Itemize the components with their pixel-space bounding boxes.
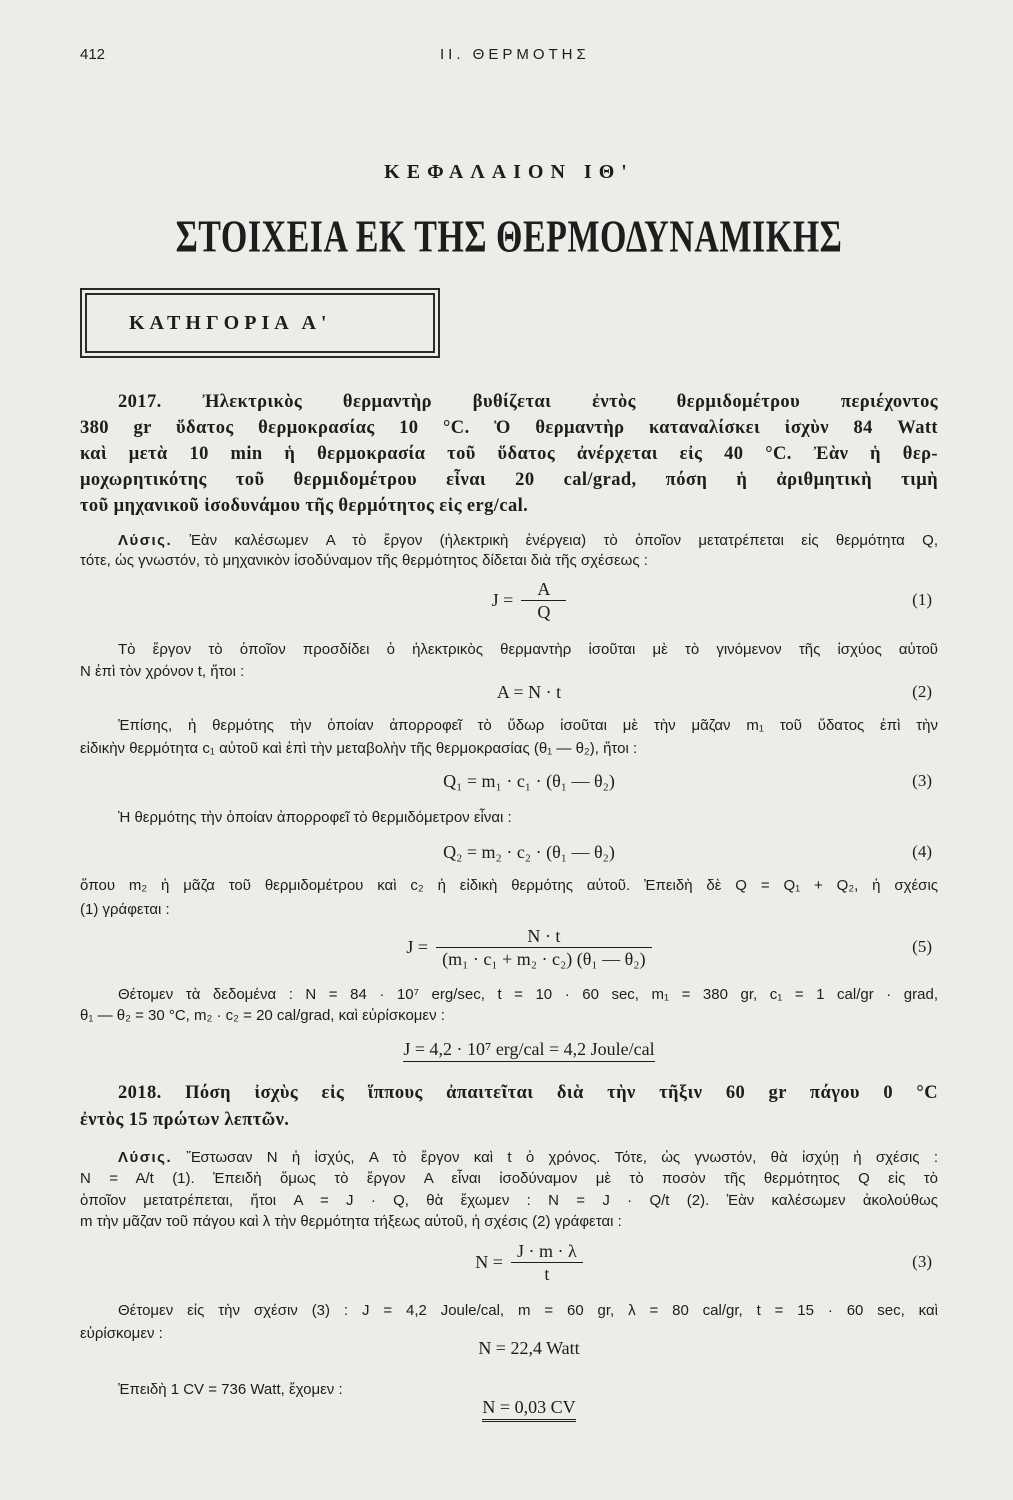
result-expression: N = 0,03 CV (482, 1396, 575, 1422)
paragraph-line: θ₁ — θ₂ = 30 °C, m₂ · c₂ = 20 cal/grad, καὶ εὑρίσκομεν : (80, 1007, 445, 1024)
equation-lhs: J = (491, 589, 514, 610)
paragraph-line: (1) γράφεται : (80, 901, 170, 918)
equation-number: (5) (912, 937, 932, 956)
equation-5 (80, 922, 938, 972)
problem-line: τοῦ μηχανικοῦ ἰσοδυνάμου τῆς θερμότητος εἰς erg/cal. (80, 496, 529, 516)
fraction-numerator: N · t (527, 925, 561, 946)
paragraph-line: Θέτομεν εἰς τὴν σχέσιν (3) : J = 4,2 Joule/cal, m = 60 gr, λ = 80 cal/gr, t = 15 · 60 sec, καὶ (118, 1302, 938, 1319)
equation-number: (2) (912, 682, 932, 701)
problem-line: 380 gr ὕδατος θερμοκρασίας 10 °C. Ὁ θερμαντὴρ καταναλίσκει ἰσχὺν 84 Watt (80, 418, 938, 438)
problem-2018 (80, 1080, 938, 1134)
equation-1 (80, 577, 938, 623)
equation-3 (80, 769, 938, 793)
calorimeter-paragraph (80, 807, 938, 829)
category-label: ΚΑΤΗΓΟΡΙΑ Α' (129, 312, 332, 334)
problem-line: μοχωρητικότης τοῦ θερμιδομέτρου εἶναι 20 cal/grad, πόση ἡ ἀριθμητικὴ τιμὴ (80, 470, 938, 490)
equation-2 (80, 680, 938, 704)
paragraph-line: εὑρίσκομεν : (80, 1325, 163, 1342)
power-watt-equation (80, 1336, 938, 1360)
line-text: Ἔστωσαν N ἡ ἰσχύς, A τὸ ἔργον καὶ t ὁ χρόνος. Τότε, ὡς γνωστόν, θὰ ἰσχύῃ ἡ σχέσις : (186, 1149, 938, 1166)
paragraph-line: m τὴν μᾶζαν τοῦ πάγου καὶ λ τὴν θερμότητα τήξεως αὐτοῦ, ἡ σχέσις (2) γράφεται : (80, 1212, 622, 1230)
problem-line: καὶ μετὰ 10 min ἡ θερμοκρασία τοῦ ὕδατος ἀνέρχεται εἰς 40 °C. Ἐὰν ἡ θερ- (80, 444, 938, 464)
equation-expression: Q₁ = m₁ · c₁ · (θ₁ — θ₂) (443, 770, 615, 791)
paragraph-line: τότε, ὡς γνωστόν, τὸ μηχανικὸν ἰσοδύναμον τῆς θερμότητος δίδεται διὰ τῆς σχέσεως : (80, 552, 648, 569)
fraction (521, 578, 566, 623)
page-number: 412 (80, 46, 106, 63)
paragraph-line: Ἐπίσης, ἡ θερμότης τὴν ὁποίαν ἀπορροφεῖ τὸ ὕδωρ ἰσοῦται μὲ τὴν μᾶζαν m₁ τοῦ ὕδατος ἐπὶ τὴν (118, 717, 938, 734)
work-paragraph (80, 639, 938, 683)
fraction-denominator: Q (537, 601, 551, 622)
paragraph-line (80, 1147, 938, 1168)
equation-number: (3) (912, 771, 932, 790)
fraction (511, 1240, 583, 1285)
equation-2018-3 (80, 1238, 938, 1286)
solution-2017-intro (80, 531, 938, 571)
fraction-denominator: t (544, 1263, 550, 1284)
water-heat-paragraph (80, 714, 938, 760)
paragraph-line: Θέτομεν τὰ δεδομένα : N = 84 · 10⁷ erg/sec, t = 10 · 60 sec, m₁ = 380 gr, c₁ = 1 cal/gr · grad, (118, 986, 938, 1003)
data-paragraph (80, 984, 938, 1026)
paragraph-line: ὁποῖον μετατρέπεται, ἤτοι A = J · Q, θὰ ἔχωμεν : N = J · Q/t (2). Ἐὰν καλέσωμεν ἀκολούθως (80, 1191, 938, 1209)
running-head: II. ΘΕΡΜΟΤΗΣ (440, 46, 590, 63)
problem-line: 2018. Πόση ἰσχὺς εἰς ἵππους ἀπαιτεῖται διὰ τὴν τῆξιν 60 gr πάγου 0 °C (118, 1083, 938, 1103)
equation-number: (1) (912, 590, 932, 609)
problem-2017 (80, 389, 938, 519)
problem-line: ἐντὸς 15 πρώτων λεπτῶν. (80, 1110, 290, 1130)
chapter-title-block (80, 212, 938, 263)
line-text: Ἐὰν καλέσωμεν A τὸ ἔργον (ἠλεκτρικὴ ἐνέργεια) τὸ ὁποῖον μετατρέπεται εἰς θερμότητα Q, (189, 532, 938, 549)
substitution-paragraph (80, 874, 938, 922)
chapter-label: ΚΕΦΑΛΑΙΟΝ ΙΘ' (384, 161, 634, 183)
fraction-numerator: J · m · λ (516, 1240, 577, 1261)
equation-lhs: J = (406, 936, 429, 957)
paragraph-line: N = A/t (1). Ἐπειδὴ ὅμως τὸ ἔργον A εἶναι ἰσοδύναμον μὲ τὸ ποσὸν τῆς θερμότητος Q εἰς τὸ (80, 1170, 938, 1188)
solution-label: Λύσις. (118, 532, 173, 549)
result-2018 (80, 1396, 938, 1422)
fraction-denominator: (m₁ · c₁ + m₂ · c₂) (θ₁ — θ₂) (442, 948, 646, 969)
fraction (436, 925, 652, 970)
equation-expression: N = 22,4 Watt (478, 1337, 580, 1358)
equation-4 (80, 840, 938, 864)
equation-number: (4) (912, 842, 932, 861)
problem-line: 2017. Ἠλεκτρικὸς θερμαντὴρ βυθίζεται ἐντὸς θερμιδομέτρου περιέχοντος (118, 392, 938, 412)
equation-lhs: N = (475, 1251, 503, 1272)
solution-2018-intro (80, 1147, 938, 1232)
paragraph-line: ὅπου m₂ ἡ μᾶζα τοῦ θερμιδομέτρου καὶ c₂ ἡ εἰδικὴ θερμότης αὐτοῦ. Ἐπειδὴ δὲ Q = Q₁ + Q₂, ἡ σχέσις (80, 877, 938, 894)
chapter-title: ΣΤΟΙΧΕΙΑ ΕΚ ΤΗΣ ΘΕΡΜΟΔΥΝΑΜΙΚΗΣ (175, 212, 843, 263)
paragraph-line: N ἐπὶ τὸν χρόνον t, ἤτοι : (80, 663, 245, 680)
fraction-numerator: A (537, 578, 551, 599)
result-expression: J = 4,2 · 10⁷ erg/cal = 4,2 Joule/cal (403, 1038, 654, 1062)
paragraph-line: εἰδικὴν θερμότητα c₁ αὐτοῦ καὶ ἐπὶ τὴν μεταβολὴν τῆς θερμοκρασίας (θ₁ — θ₂), ἤτοι : (80, 740, 638, 757)
equation-expression: Q₂ = m₂ · c₂ · (θ₁ — θ₂) (443, 841, 615, 862)
solution-label: Λύσις. (118, 1149, 173, 1166)
paragraph-line (80, 531, 938, 551)
paragraph-line: Τὸ ἔργον τὸ ὁποῖον προσδίδει ὁ ἠλεκτρικὸς θερμαντὴρ ἰσοῦται μὲ τὸ γινόμενον τῆς ἰσχύος αὐτοῦ (118, 641, 938, 658)
equation-number: (3) (912, 1252, 932, 1271)
result-2017 (80, 1037, 938, 1063)
paragraph-line: Ἐπειδὴ 1 CV = 736 Watt, ἔχομεν : (118, 1381, 343, 1398)
paragraph-line: Ἡ θερμότης τὴν ὁποίαν ἀπορροφεῖ τὸ θερμιδόμετρον εἶναι : (118, 809, 512, 826)
equation-expression: A = N · t (496, 681, 562, 702)
category-box (80, 288, 440, 358)
